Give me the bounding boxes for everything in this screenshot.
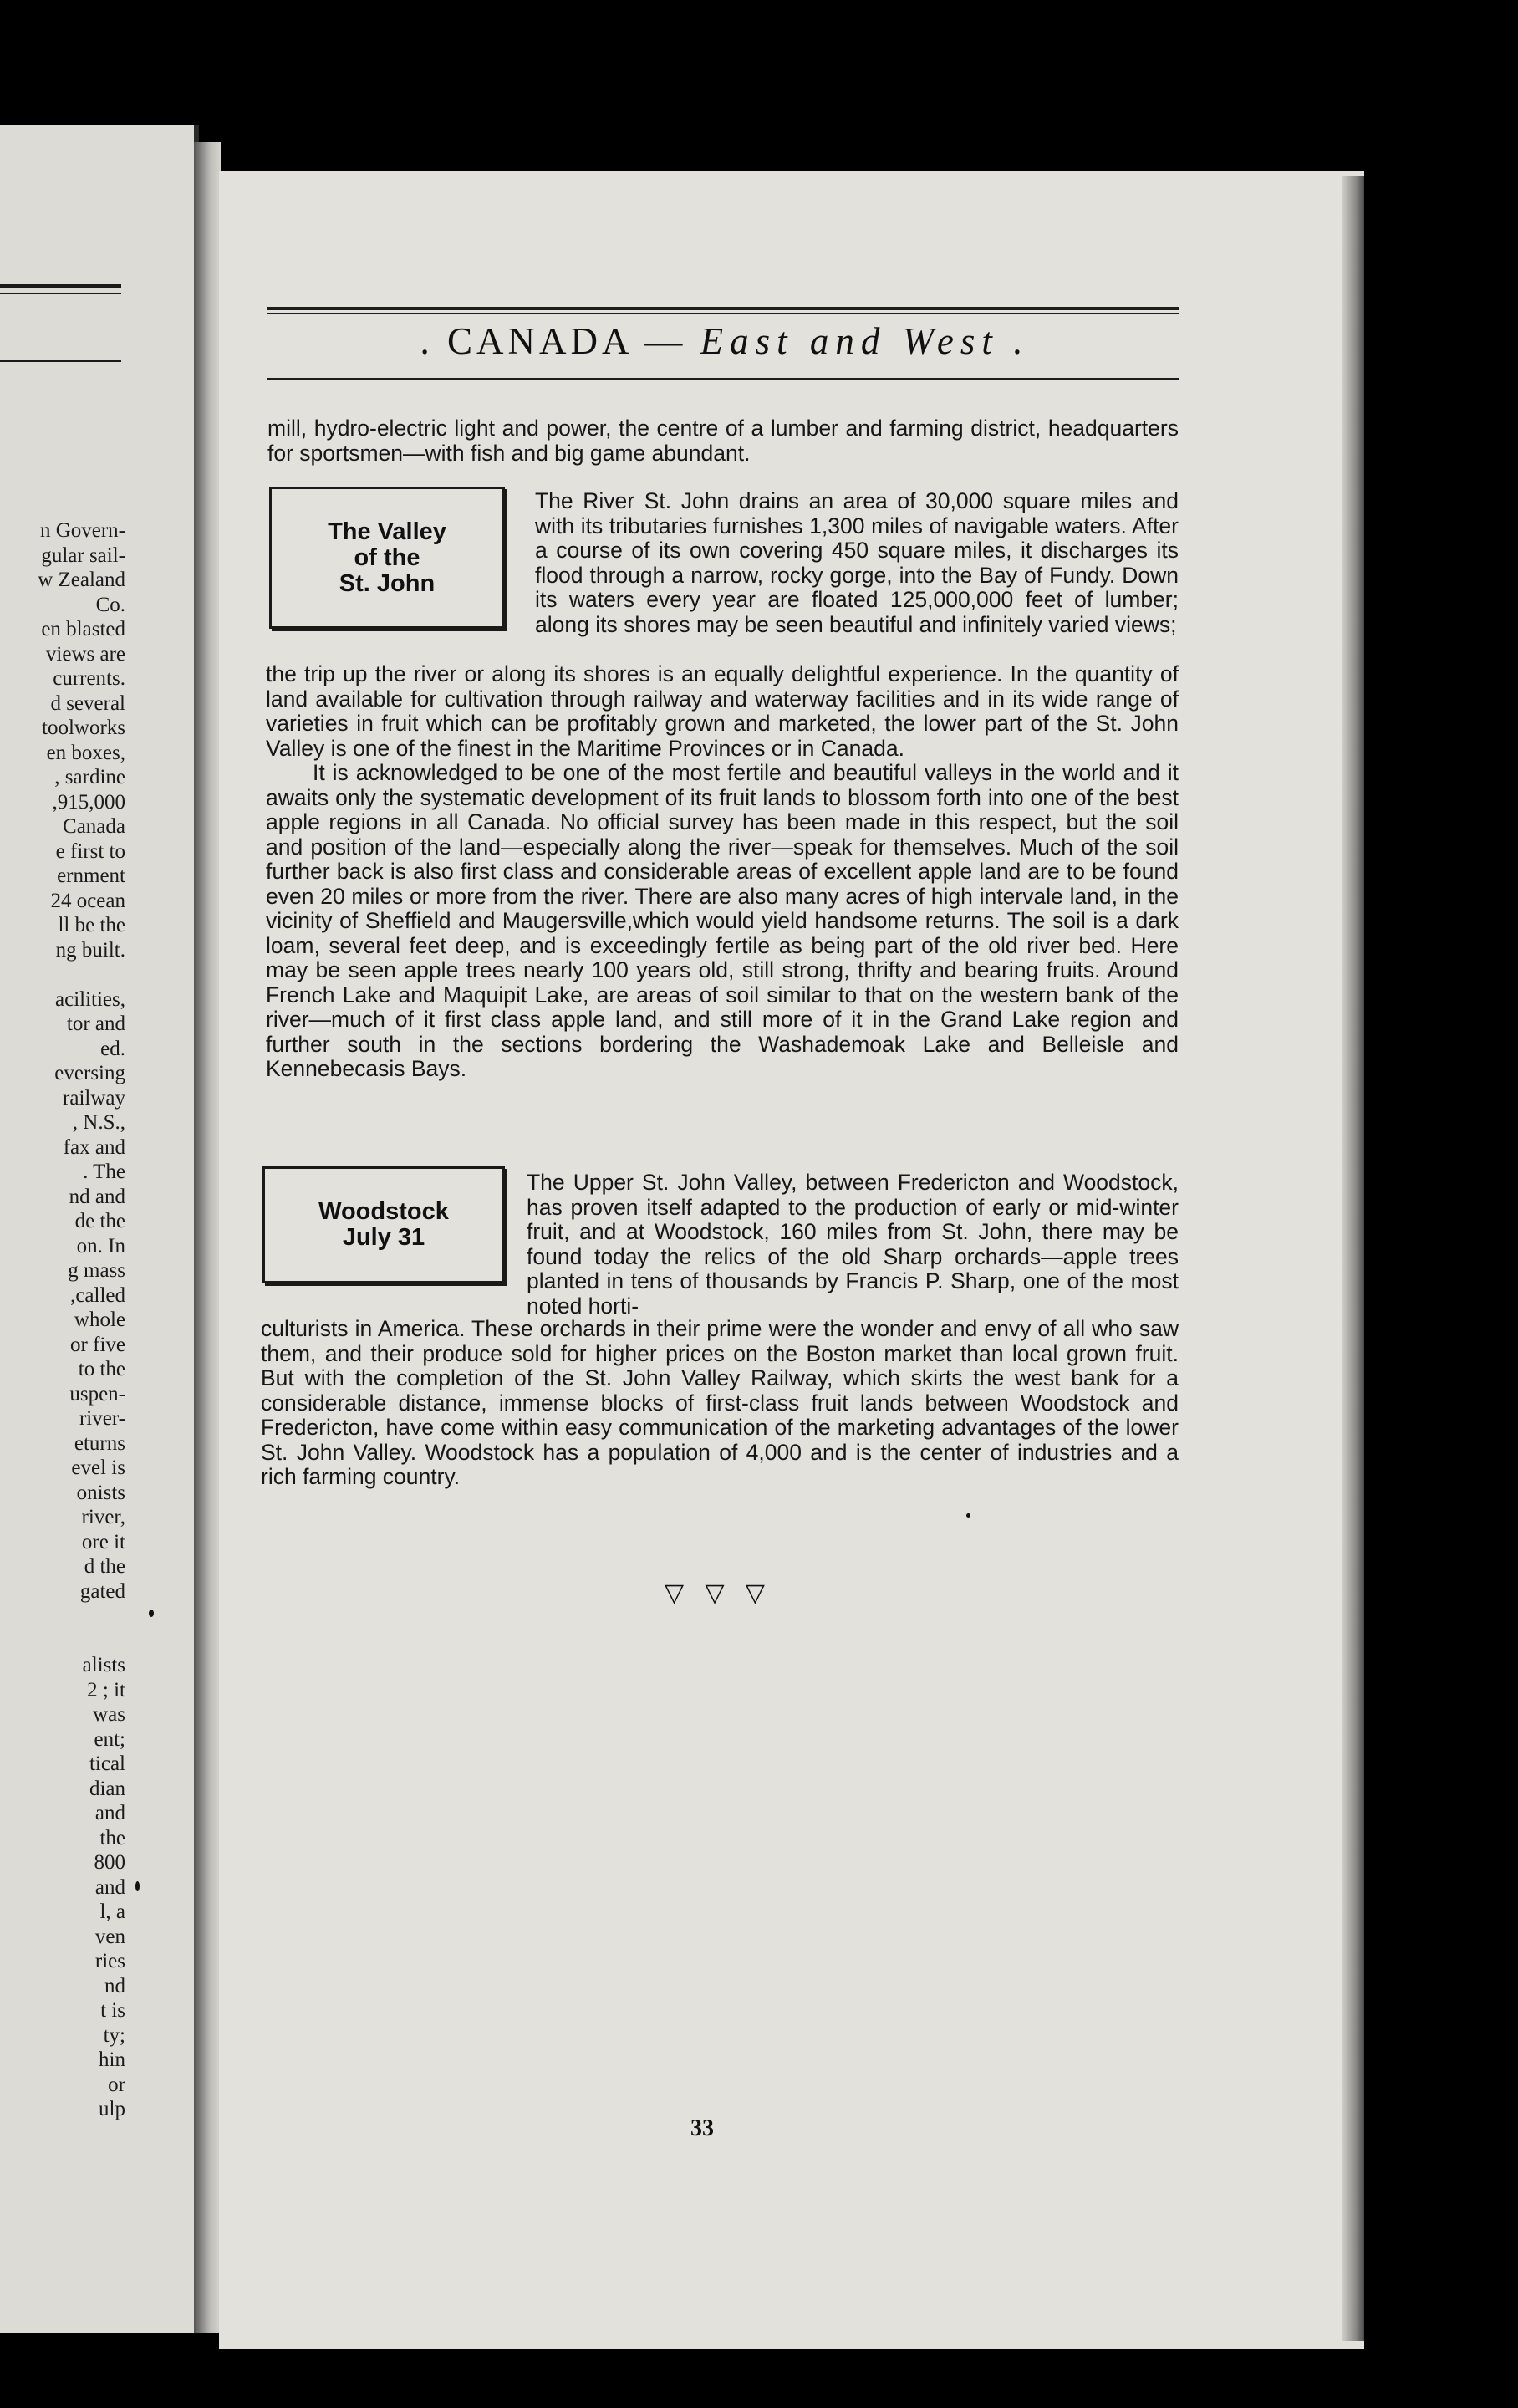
previous-page-line: 2 ; it <box>87 1678 125 1701</box>
previous-page-line: railway <box>63 1086 125 1110</box>
previous-page-line: 24 ocean <box>50 889 125 912</box>
previous-page-line: eturns <box>74 1431 125 1455</box>
previous-page-line: views are <box>45 642 125 666</box>
section-box-valley: The Valley of the St. John <box>269 487 505 629</box>
previous-page-line: whole <box>74 1309 125 1331</box>
header-subtitle: East and West <box>700 320 999 362</box>
previous-page-line: hin <box>99 2048 125 2071</box>
previous-page-line: ll be the <box>58 914 125 936</box>
previous-page-text <box>8 518 125 2122</box>
previous-page-line <box>8 1604 125 1629</box>
previous-page-line: . The <box>83 1161 125 1183</box>
previous-page-line: on. In <box>76 1234 125 1258</box>
previous-page-line: ulp <box>99 2098 125 2120</box>
header-title: . CANADA — <box>420 320 687 362</box>
previous-page-line: gular sail- <box>41 543 125 567</box>
previous-page-line <box>8 962 125 987</box>
section2-side-paragraph: The Upper St. John Valley, between Fredericton and Woodstock, has proven itself adapted to the production of early or mid-winter fruit, and at Woodstock, 160 miles from St. John, there may be found today the relics of the old Sharp orchards—apple trees planted in tens of thousands by Francis P. Sharp, one of the most noted horti- <box>527 1170 1179 1319</box>
previous-page-line: currents. <box>53 667 125 690</box>
left-page-rule <box>0 293 121 294</box>
section2-body <box>261 1317 1179 1490</box>
previous-page-line: ng built. <box>55 938 125 962</box>
page-edge <box>1342 176 1364 2341</box>
previous-page-line: en boxes, <box>46 741 125 764</box>
section1-paragraph2: It is acknowledged to be one of the most fertile and beautiful valleys in the world and it awaits only the systematic development of its fruit lands to blossom forth into one of the best apple regions in all Canada. No official survey has been made in this respect, but the soil and position of the land—especially along the river—speak for themselves. Much of the soil further back is also first class and considerable areas of excellent apple land are to be found even 20 miles or more from the river. There are also many acres of high intervale land, in the vicinity of Sheffield and Maugersville,which would yield handsome returns. The soil is a dark loam, several feet deep, and is exceedingly fertile as being part of the old river bed. Here may be seen apple trees nearly 100 years old, still strong, thrifty and bearing fruits. Around French Lake and Maquipit Lake, are areas of soil similar to that on the western bank of the river—much of it first class apple land, and still more of it in the Grand Lake region and further south in the sections bordering the Washademoak Lake and Belleisle and Kennebecasis Bays. <box>266 760 1179 1081</box>
previous-page-line: 800 <box>94 1851 125 1874</box>
previous-page-line: d the <box>84 1555 125 1578</box>
previous-page-line: eversing <box>54 1062 125 1084</box>
previous-page-line: was <box>93 1703 125 1726</box>
previous-page-line: ernment <box>57 865 125 887</box>
section2-side-text <box>527 1171 1179 1319</box>
section2-paragraph-continued: culturists in America. These orchards in their prime were the wonder and envy of all who saw them, and their produce sold for higher prices on the Boston market than local grown fruit. But with the completion of the St. John Valley Railway, which skirts the west bank for a considerable distance, immense blocks of first-class fruit lands between Woodstock and Fredericton, have come within easy communication of the marketing advantages of the lower St. John Valley. Woodstock has a population of 4,000 and is the center of industries and a rich farming country. <box>261 1316 1179 1489</box>
previous-page-line: and <box>94 1875 125 1899</box>
previous-page-line: gated <box>79 1579 125 1603</box>
previous-page-line: tical <box>89 1752 125 1775</box>
section-ornament <box>665 1579 765 1607</box>
dust-speck <box>966 1513 970 1518</box>
previous-page-line: onists <box>76 1481 125 1504</box>
left-page-rule <box>0 360 121 362</box>
previous-page-line: river, <box>81 1506 125 1528</box>
previous-page-line: Canada <box>63 815 125 838</box>
previous-page-line: nd <box>104 1974 125 1997</box>
previous-page-line: uspen- <box>69 1382 125 1406</box>
section-box-woodstock: Woodstock July 31 <box>262 1166 505 1283</box>
previous-page-line: w Zealand <box>38 569 125 591</box>
intro-paragraph <box>267 416 1179 466</box>
page-number: 33 <box>690 2115 714 2141</box>
previous-page-line <box>8 1629 125 1654</box>
header-rule-top <box>267 307 1179 310</box>
previous-page-line: evel is <box>71 1457 125 1479</box>
previous-page-line: , N.S., <box>72 1111 125 1134</box>
header-period: . <box>1012 320 1026 362</box>
previous-page-line: nd and <box>69 1185 125 1208</box>
previous-page-line: or five <box>70 1333 125 1356</box>
previous-page-line: ed. <box>100 1037 125 1060</box>
previous-page <box>0 125 199 2333</box>
previous-page-line: toolworks <box>42 717 125 739</box>
previous-page-line: tor and <box>66 1013 125 1035</box>
intro-text: mill, hydro-electric light and power, the centre of a lumber and farming district, headquarters for sportsmen—with fish and big game abundant. <box>267 416 1179 466</box>
previous-page-line: ,called <box>70 1283 125 1307</box>
header-rule-bottom <box>267 378 1179 380</box>
previous-page-line: ent; <box>94 1727 125 1751</box>
triangle-ornament-icon: ▽ <box>745 1579 765 1607</box>
previous-page-line: , sardine <box>54 766 125 788</box>
previous-page-line: g mass <box>68 1259 125 1282</box>
section1-side-text <box>535 489 1179 637</box>
dust-speck <box>135 1881 140 1891</box>
previous-page-line: de the <box>74 1210 125 1232</box>
previous-page-line: d several <box>50 691 125 715</box>
previous-page-line: ore it <box>81 1530 125 1553</box>
previous-page-line: t is <box>100 1999 125 2022</box>
section1-body <box>266 662 1179 1082</box>
running-header <box>267 318 1179 365</box>
previous-page-line: e first to <box>55 839 125 863</box>
previous-page-line: or <box>108 2073 125 2096</box>
dust-speck <box>149 1610 154 1617</box>
previous-page-line: ,915,000 <box>52 790 125 814</box>
previous-page-line: to the <box>78 1358 125 1380</box>
previous-page-line: alists <box>82 1654 125 1676</box>
book-gutter <box>194 142 221 2333</box>
previous-page-line: acilities, <box>55 987 125 1011</box>
previous-page-line: and <box>94 1802 125 1824</box>
triangle-ornament-icon: ▽ <box>705 1579 725 1607</box>
previous-page-line: fax and <box>63 1135 125 1159</box>
previous-page-line: river- <box>79 1407 125 1430</box>
previous-page-line: ty; <box>103 2023 125 2047</box>
left-page-rule <box>0 284 121 288</box>
previous-page-line: dian <box>89 1777 125 1800</box>
previous-page-line: l, a <box>99 1900 125 1923</box>
previous-page-line: the <box>99 1826 125 1849</box>
previous-page-line: en blasted <box>41 618 125 640</box>
header-rule-top-thin <box>267 313 1179 314</box>
previous-page-line: ries <box>94 1950 125 1972</box>
section1-paragraph1-continued: the trip up the river or along its shores is an equally delightful experience. In the quantity of land available for cultivation through railway and waterway facilities and in its wide range of varieties in fruit which can be profitably grown and marketed, the lower part of the St. John Valley is one of the finest in the Maritime Provinces or in Canada. <box>266 661 1179 761</box>
previous-page-line: n Govern- <box>39 519 125 542</box>
previous-page-line: Co. <box>95 593 125 616</box>
triangle-ornament-icon: ▽ <box>665 1579 685 1607</box>
previous-page-line: ven <box>94 1925 125 1948</box>
section1-side-paragraph: The River St. John drains an area of 30,000 square miles and with its tributaries furnishes 1,300 miles of navigable waters. After a course of its own covering 450 square miles, it discharges its flood through a narrow, rocky gorge, into the Bay of Fundy. Down its waters every year are floated 125,000,000 feet of lumber; along its shores may be seen beautiful and infinitely varied views; <box>535 488 1179 637</box>
